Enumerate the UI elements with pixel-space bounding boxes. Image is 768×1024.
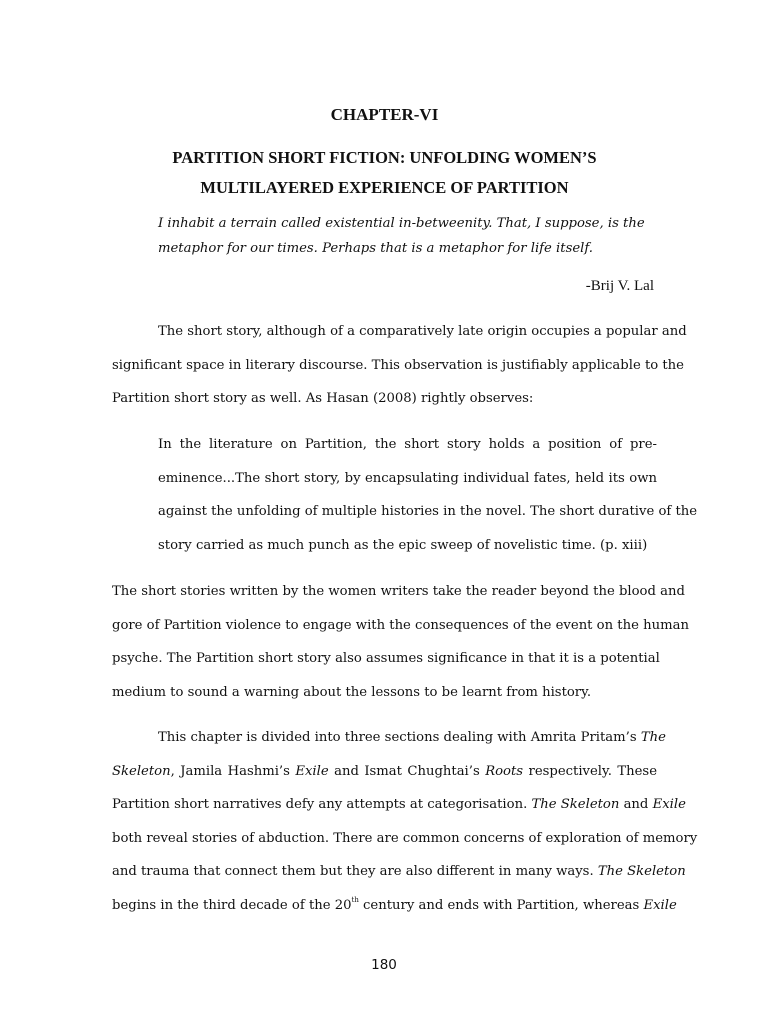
paragraph-line: medium to sound a warning about the lessons to be learnt from history. xyxy=(112,684,592,700)
chapter-title-line: PARTITION SHORT FICTION: UNFOLDING WOMEN’S xyxy=(172,148,597,167)
paragraph xyxy=(112,721,698,922)
ordinal-superscript: th xyxy=(351,895,359,904)
chapter-title xyxy=(112,143,657,202)
work-title: The Skeleton xyxy=(531,797,620,812)
work-title: Exile xyxy=(295,763,329,779)
work-title: Roots xyxy=(485,763,524,779)
chapter-label: CHAPTER-VI xyxy=(330,105,439,124)
quote-line: story carried as much punch as the epic sweep of novelistic time. (p. xiii) xyxy=(158,537,648,553)
text-run: begins in the third decade of the 20 xyxy=(112,897,352,913)
epigraph-line: metaphor for our times. Perhaps that is a metaphor for life itself. xyxy=(158,240,593,256)
text-run: , Jamila Hashmi’s xyxy=(170,763,290,779)
work-title: Exile xyxy=(652,797,686,812)
work-title: Skeleton xyxy=(112,763,171,779)
paragraph-line: both reveal stories of abduction. There are common concerns of exploration of memory xyxy=(112,830,698,846)
quote-line: In the literature on Partition, the short story holds a position of pre- xyxy=(158,437,657,452)
work-title: The Skeleton xyxy=(597,864,686,879)
work-title: The xyxy=(640,730,666,745)
text-run: respectively. These xyxy=(528,763,657,779)
paragraph-line: The short stories written by the women writers take the reader beyond the blood and xyxy=(112,584,685,599)
text-run: Partition short narratives defy any attempts at categorisation. xyxy=(112,797,528,812)
work-title: Exile xyxy=(643,897,677,913)
paragraph-line xyxy=(112,855,686,889)
epigraph-line: I inhabit a terrain called existential in-betweenity. That, I suppose, is the xyxy=(158,216,645,231)
paragraph xyxy=(112,315,687,416)
chapter-title-line: MULTILAYERED EXPERIENCE OF PARTITION xyxy=(200,177,569,197)
quote-line: against the unfolding of multiple histories in the novel. The short durative of the xyxy=(158,504,698,519)
paragraph-line xyxy=(112,721,666,755)
text-run: century and ends with Partition, whereas xyxy=(363,897,640,913)
paragraph-line: gore of Partition violence to engage with the consequences of the event on the human xyxy=(112,617,689,633)
paragraph-line: psyche. The Partition short story also assumes significance in that it is a potential xyxy=(112,651,660,666)
paragraph-line: The short story, although of a comparatively late origin occupies a popular and xyxy=(158,324,687,339)
quote-line: eminence...The short story, by encapsulating individual fates, held its own xyxy=(158,470,657,486)
text-run: and trauma that connect them but they are also different in many ways. xyxy=(112,864,594,879)
page-number: 180 xyxy=(371,957,397,973)
paragraph xyxy=(112,575,689,709)
epigraph-attribution: -Brij V. Lal xyxy=(585,278,654,294)
block-quote xyxy=(158,428,698,562)
paragraph-line xyxy=(112,889,677,923)
epigraph xyxy=(158,212,657,261)
document-page xyxy=(112,0,698,1024)
paragraph-line xyxy=(112,755,657,789)
paragraph-line: significant space in literary discourse. This observation is justifiably applicable to the xyxy=(112,357,684,373)
text-run: and Ismat Chughtai’s xyxy=(334,763,480,779)
paragraph-line xyxy=(112,788,686,822)
paragraph-line: Partition short story as well. As Hasan (2008) rightly observes: xyxy=(112,391,534,406)
text-run: and xyxy=(623,797,649,812)
text-run: This chapter is divided into three sections dealing with Amrita Pritam’s xyxy=(158,730,637,745)
